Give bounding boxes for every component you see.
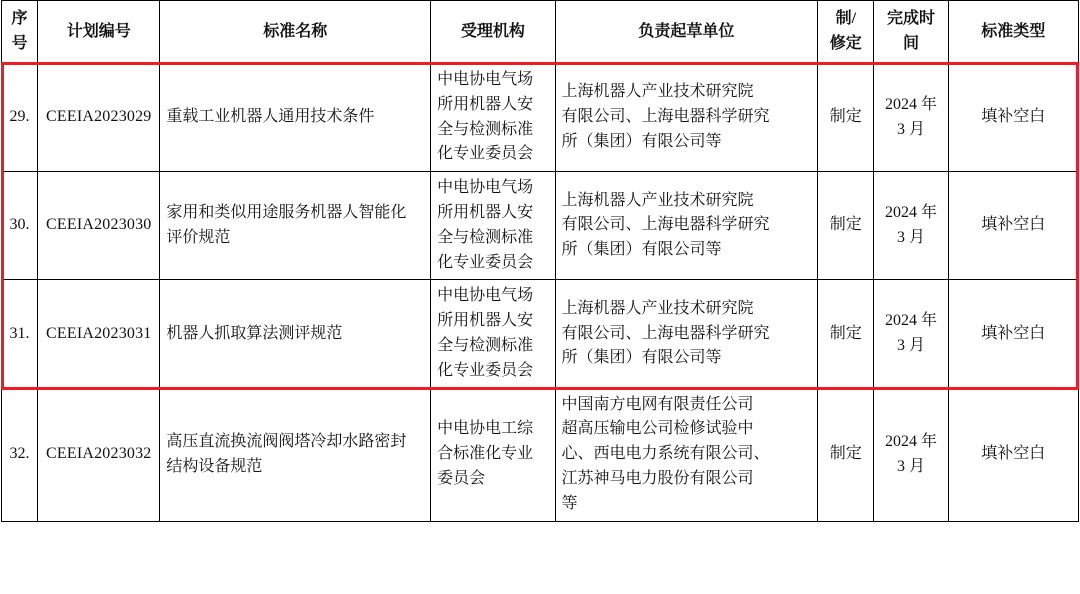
cell-unit-line: 所（集团）有限公司等 — [561, 349, 722, 367]
cell-date-line: 2024 年 — [884, 432, 937, 450]
cell-name-line: 机器人抓取算法测评规范 — [166, 324, 343, 342]
table-header — [2, 1, 1079, 64]
cell-org-line: 化专业委员会 — [437, 253, 534, 271]
cell-type: 制定 — [818, 64, 874, 172]
column-header-code: 计划编号 — [38, 1, 160, 64]
cell-date-line: 3 月 — [896, 457, 925, 475]
cell-type: 制定 — [818, 280, 874, 388]
column-header-index-line1: 序 — [11, 10, 28, 28]
cell-class: 填补空白 — [948, 280, 1078, 388]
cell-type: 制定 — [818, 172, 874, 280]
cell-org-line: 全与检测标准 — [437, 336, 534, 354]
cell-name-line: 结构设备规范 — [166, 457, 263, 475]
cell-unit-line: 中国南方电网有限责任公司 — [561, 395, 754, 413]
cell-org — [431, 388, 555, 521]
cell-unit-line: 心、西电电力系统有限公司、 — [561, 445, 770, 463]
cell-unit — [555, 172, 818, 280]
column-header-class: 标准类型 — [948, 1, 1078, 64]
cell-code: CEEIA2023032 — [38, 388, 160, 521]
cell-org — [431, 172, 555, 280]
cell-date-line: 3 月 — [896, 120, 925, 138]
column-header-unit: 负责起草单位 — [555, 1, 818, 64]
cell-unit-line: 等 — [561, 494, 578, 512]
cell-date-line: 2024 年 — [884, 95, 937, 113]
cell-org — [431, 64, 555, 172]
cell-date — [874, 280, 948, 388]
cell-index: 29. — [2, 64, 38, 172]
cell-unit — [555, 64, 818, 172]
cell-name — [160, 388, 431, 521]
cell-org-line: 委员会 — [437, 469, 486, 487]
cell-org-line: 全与检测标准 — [437, 120, 534, 138]
cell-name — [160, 64, 431, 172]
cell-unit-line: 上海机器人产业技术研究院 — [561, 83, 754, 101]
cell-name-line: 家用和类似用途服务机器人智能化 — [166, 203, 407, 221]
cell-date-line: 2024 年 — [884, 312, 937, 330]
cell-org-line: 全与检测标准 — [437, 228, 534, 246]
column-header-index — [2, 1, 38, 64]
column-header-type — [818, 1, 874, 64]
cell-name-line: 高压直流换流阀阀塔冷却水路密封 — [166, 432, 407, 450]
cell-org-line: 所用机器人安 — [437, 95, 534, 113]
table-row — [2, 280, 1079, 388]
cell-unit-line: 上海机器人产业技术研究院 — [561, 191, 754, 209]
cell-index: 31. — [2, 280, 38, 388]
column-header-org: 受理机构 — [431, 1, 555, 64]
cell-code: CEEIA2023029 — [38, 64, 160, 172]
cell-org-line: 合标准化专业 — [437, 445, 534, 463]
cell-name-line: 重载工业机器人通用技术条件 — [166, 108, 375, 126]
cell-index: 32. — [2, 388, 38, 521]
cell-unit-line: 上海机器人产业技术研究院 — [561, 299, 754, 317]
cell-unit-line: 有限公司、上海电器科学研究 — [561, 216, 770, 234]
cell-unit-line: 有限公司、上海电器科学研究 — [561, 108, 770, 126]
cell-org-line: 中电协电气场 — [437, 71, 534, 88]
cell-date — [874, 388, 948, 521]
cell-org-line: 所用机器人安 — [437, 203, 534, 221]
cell-org-line: 化专业委员会 — [437, 145, 534, 163]
cell-date — [874, 64, 948, 172]
cell-org-line: 中电协电工综 — [437, 420, 534, 438]
cell-unit-line: 超高压输电公司检修试验中 — [561, 420, 754, 438]
cell-date — [874, 172, 948, 280]
cell-org-line: 中电协电气场 — [437, 287, 534, 305]
cell-unit — [555, 280, 818, 388]
cell-unit-line: 江苏神马电力股份有限公司 — [561, 469, 754, 487]
cell-name — [160, 172, 431, 280]
column-header-date-line1: 完成时 — [886, 10, 935, 28]
cell-class: 填补空白 — [948, 172, 1078, 280]
cell-org-line: 所用机器人安 — [437, 312, 534, 330]
header-row — [2, 1, 1079, 64]
column-header-type-line1: 制/ — [835, 10, 857, 28]
table-row — [2, 172, 1079, 280]
cell-unit-line: 所（集团）有限公司等 — [561, 241, 722, 259]
table-row — [2, 64, 1079, 172]
column-header-type-line2: 修定 — [829, 35, 862, 52]
table-body — [2, 64, 1079, 522]
cell-org-line: 化专业委员会 — [437, 361, 534, 379]
cell-date-line: 2024 年 — [884, 203, 937, 221]
cell-index: 30. — [2, 172, 38, 280]
table-row — [2, 388, 1079, 521]
cell-type: 制定 — [818, 388, 874, 521]
cell-org-line: 中电协电气场 — [437, 179, 534, 197]
cell-date-line: 3 月 — [896, 228, 925, 246]
standards-plan-table — [1, 0, 1079, 522]
cell-class: 填补空白 — [948, 64, 1078, 172]
cell-code: CEEIA2023030 — [38, 172, 160, 280]
column-header-index-line2: 号 — [11, 35, 28, 52]
cell-name-line: 评价规范 — [166, 228, 231, 246]
column-header-date — [874, 1, 948, 64]
cell-unit — [555, 388, 818, 521]
cell-unit-line: 有限公司、上海电器科学研究 — [561, 324, 770, 342]
cell-class: 填补空白 — [948, 388, 1078, 521]
cell-unit-line: 所（集团）有限公司等 — [561, 132, 722, 150]
cell-name — [160, 280, 431, 388]
column-header-date-line2: 间 — [902, 35, 919, 52]
column-header-name: 标准名称 — [160, 1, 431, 64]
cell-org — [431, 280, 555, 388]
cell-date-line: 3 月 — [896, 336, 925, 354]
cell-code: CEEIA2023031 — [38, 280, 160, 388]
